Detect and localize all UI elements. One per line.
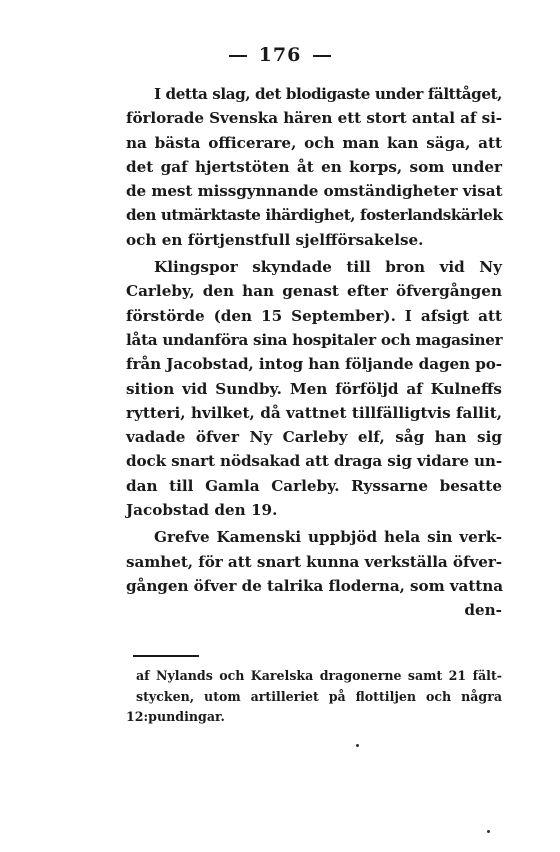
paragraph-1 xyxy=(126,82,502,252)
text-line: Jacobstad den 19. xyxy=(126,501,278,520)
header-dash-right xyxy=(313,55,331,57)
page-header xyxy=(0,44,560,66)
text-line: gången öfver de talrika floderna, som vattna xyxy=(126,576,503,595)
text-line: förstörde (den 15 September). I afsigt att xyxy=(126,306,502,325)
footnote-rule xyxy=(133,655,199,657)
text-line: dan till Gamla Carleby. Ryssarne besatte xyxy=(126,476,502,495)
text-line: Carleby, den han genast efter öfvergången xyxy=(126,282,502,301)
body-text xyxy=(126,82,502,626)
text-line: Grefve Kamenski uppbjöd hela sin verk- xyxy=(154,528,502,547)
text-line: och en förtjenstfull sjelfförsakelse. xyxy=(126,230,424,249)
footnote-line: 12:pundingar. xyxy=(126,709,225,724)
text-line: vadade öfver Ny Carleby elf, såg han sig xyxy=(126,428,502,447)
footnote xyxy=(126,666,502,728)
paper-speck xyxy=(356,744,359,747)
paragraph-3 xyxy=(126,525,502,622)
footnote-line: stycken, utom artilleriet på flottiljen och några xyxy=(136,688,502,704)
text-line: samhet, för att snart kunna verkställa öfver- xyxy=(126,552,502,571)
paragraph-2 xyxy=(126,255,502,522)
text-line: rytteri, hvilket, då vattnet tillfälligtvis fallit, xyxy=(126,403,502,422)
text-line: I detta slag, det blodigaste under fälttåget, xyxy=(154,85,502,103)
catchword: den- xyxy=(464,601,502,620)
text-line: det gaf hjertstöten åt en korps, som under xyxy=(126,157,502,176)
paper-speck xyxy=(487,830,490,833)
page-number: 176 xyxy=(258,44,302,66)
text-line: låta undanföra sina hospitaler och magasiner xyxy=(126,330,503,349)
text-line: na bästa officerare, och man kan säga, att xyxy=(126,133,502,152)
footnote-line: af Nylands och Karelska dragonerne samt 21 fält- xyxy=(136,668,502,683)
text-line: från Jacobstad, intog han följande dagen po- xyxy=(126,355,502,374)
text-line: sition vid Sundby. Men förföljd af Kulneffs xyxy=(126,379,502,398)
header-dash-left xyxy=(229,55,247,57)
text-line: förlorade Svenska hären ett stort antal af si- xyxy=(126,109,502,128)
text-line: Klingspor skyndade till bron vid Ny xyxy=(154,258,502,277)
text-line: den utmärktaste ihärdighet, fosterlandskärlek xyxy=(126,206,503,225)
text-line: de mest missgynnande omständigheter visat xyxy=(126,182,503,201)
text-line: dock snart nödsakad att draga sig vidare un- xyxy=(126,452,502,471)
